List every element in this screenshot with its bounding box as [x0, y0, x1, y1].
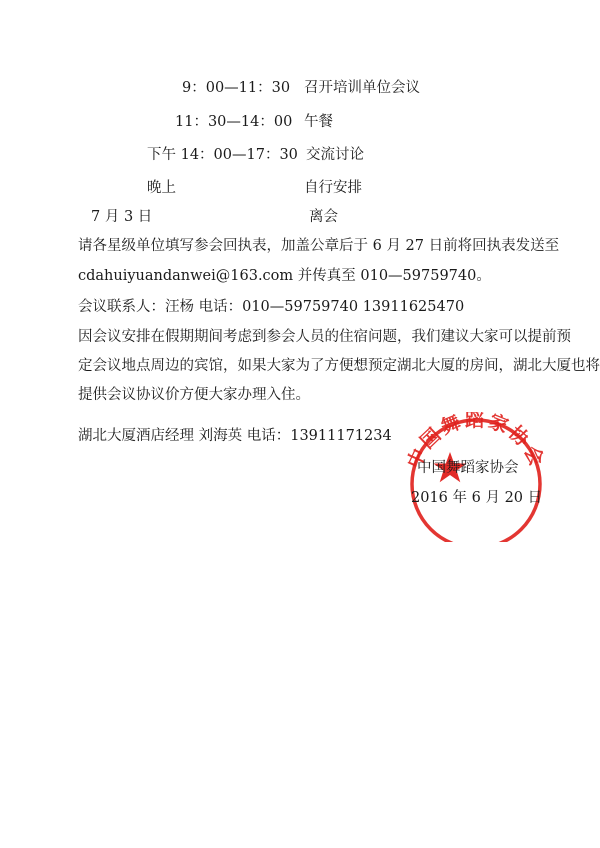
schedule-event-4: 自行安排: [304, 180, 362, 196]
paragraph-2-line-1: 因会议安排在假期期间考虑到参会人员的住宿问题，我们建议大家可以提前预: [78, 329, 571, 345]
schedule-event-1: 召开培训单位会议: [304, 80, 420, 96]
schedule-time-4: 晚上: [147, 180, 176, 196]
schedule-time-5: 7 月 3 日: [91, 209, 153, 225]
schedule-event-3: 交流讨论: [306, 147, 364, 163]
seal-text: 中国舞蹈家协会: [403, 412, 549, 472]
schedule-time-1: 9：00—11：30: [182, 80, 291, 96]
signature-date: 2016 年 6 月 20 日: [411, 490, 543, 506]
schedule-event-5: 离会: [309, 209, 338, 225]
paragraph-1-line-1: 请各星级单位填写参会回执表，加盖公章后于 6 月 27 日前将回执表发送至: [78, 238, 560, 254]
hotel-contact-line: 湖北大厦酒店经理 刘海英 电话：13911171234: [78, 428, 392, 444]
schedule-time-2: 11：30—14：00: [175, 114, 293, 130]
paragraph-1-line-2: cdahuiyuandanwei@163.com 并传真至 010—59759740。: [78, 268, 491, 284]
paragraph-2-line-3: 提供会议协议价方便大家办理入住。: [78, 387, 310, 403]
schedule-time-3: 下午 14：00—17：30: [147, 147, 298, 163]
signature-org: 中国舞蹈家协会: [417, 460, 519, 476]
contact-line: 会议联系人：汪杨 电话：010—59759740 13911625470: [78, 299, 465, 315]
paragraph-2-line-2: 定会议地点周边的宾馆，如果大家为了方便想预定湖北大厦的房间，湖北大厦也将: [78, 358, 600, 374]
schedule-event-2: 午餐: [304, 114, 333, 130]
